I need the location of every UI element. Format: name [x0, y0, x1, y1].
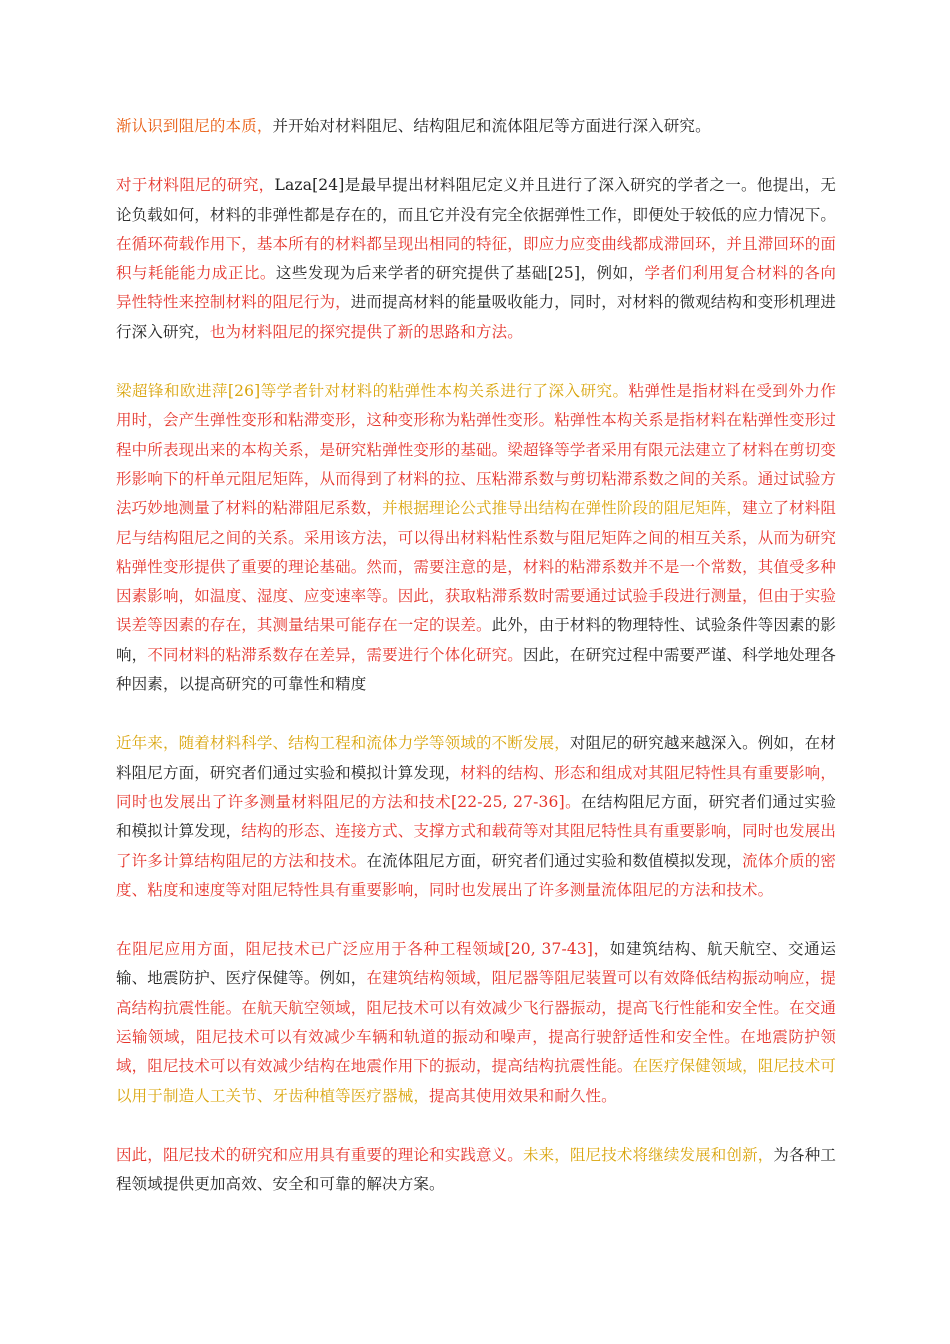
- text-segment: 在阻尼应用方面，阻尼技术已广泛应用于各种工程领域[20, 37-43]，: [116, 940, 610, 959]
- text-segment: 学者们利用复合材料的各向异性特性来控制材料的阻尼行为，: [116, 264, 836, 312]
- text-segment: 在医疗保健领域，阻尼技术可以用于制造人工关节、牙齿种植等医疗器械，: [116, 1057, 837, 1105]
- text-segment: 未来，阻尼技术将继续发展和创新，: [522, 1145, 774, 1164]
- paragraph-3: [116, 377, 836, 699]
- text-segment: 在建筑结构领域，阻尼器等阻尼装置可以有效降低结构振动响应，提高结构抗震性能。在航天航空领域，阻尼技术可以有效减少飞行器振动，提高飞行性能和安全性。在交通运输领域，阻尼技术可以有效减少车辆和轨道的振动和噪声，提高行驶舒适性和安全性。在地震防护领域，阻尼技术可以有效减少结构在地震作用下的振动，提高结构抗震性能。: [116, 969, 836, 1076]
- paragraph-2: [116, 171, 836, 347]
- text-segment: 近年来，随着材料科学、结构工程和流体力学等领域的不断发展，: [116, 734, 570, 753]
- text-segment: 并根据理论公式推导出结构在弹性阶段的阻尼矩阵，: [382, 499, 743, 518]
- paragraph-6: [116, 1141, 836, 1200]
- paragraph-4: [116, 729, 836, 905]
- text-segment: 此外，由于材料的物理特性、试验条件等因素的影响，: [116, 616, 836, 664]
- text-segment: 粘弹性是指材料在受到外力作用时，会产生弹性变形和粘滞变形，这种变形称为粘弹性变形。粘弹性本构关系是指材料在粘弹性变形过程中所表现出来的本构关系，是研究粘弹性变形的基础。梁超锋等学者采用有限元法建立了材料在剪切变形影响下的杆单元阻尼矩阵，从而得到了材料的拉、压粘滞系数与剪切粘滞系数之间的关系。通过试验方法巧妙地测量了材料的粘滞阻尼系数，: [116, 382, 837, 518]
- text-segment: 材料的结构、形态和组成对其阻尼特性具有重要影响，同时也发展出了许多测量材料阻尼的方法和技术[22-25, 27-36]。: [116, 763, 836, 811]
- text-segment: 在循环荷载作用下，基本所有的材料都呈现出相同的特征，即应力应变曲线都成滞回环，并且滞回环的面积与耗能能力成正比。: [116, 234, 836, 283]
- paragraph-5: [116, 935, 836, 1111]
- text-segment: 并开始对材料阻尼、结构阻尼和流体阻尼等方面进行深入研究。: [272, 117, 711, 135]
- text-segment: 结构的形态、连接方式、支撑方式和载荷等对其阻尼特性具有重要影响，同时也发展出了许多计算结构阻尼的方法和技术。: [116, 822, 836, 870]
- text-segment: 在结构阻尼方面，研究者们通过实验和模拟计算发现，: [116, 792, 836, 841]
- text-segment: 不同材料的粘滞系数存在差异，需要进行个体化研究。: [147, 645, 523, 664]
- text-segment: 因此，阻尼技术的研究和应用具有重要的理论和实践意义。: [116, 1145, 523, 1164]
- text-segment: 这些发现为后来学者的研究提供了基础[25]，例如，: [275, 264, 645, 283]
- text-segment: 建立了材料阻尼与结构阻尼之间的关系。采用该方法，可以得出材料粘性系数与阻尼矩阵之间的相互关系，从而为研究粘弹性变形提供了重要的理论基础。然而，需要注意的是，材料的粘滞系数并不是一个常数，其值受多种因素影响，如温度、湿度、应变速率等。因此，获取粘滞系数时需要通过试验手段进行测量，但由于实验误差等因素的存在，其测量结果可能存在一定的误差。: [116, 499, 837, 635]
- text-segment: 对阻尼的研究越来越深入。例如，在材料阻尼方面，研究者们通过实验和模拟计算发现，: [116, 734, 836, 782]
- text-segment: 为各种工程领域提供更加高效、安全和可靠的解决方案。: [116, 1145, 836, 1194]
- text-segment: 因此，在研究过程中需要严谨、科学地处理各种因素，以提高研究的可靠性和精度: [116, 645, 836, 694]
- text-segment: 渐认识到阻尼的本质，: [116, 117, 273, 135]
- text-segment: Laza[24]是最早提出材料阻尼定义并且进行了深入研究的学者之一。他提出，无论负载如何，材料的非弹性都是存在的，而且它并没有完全依据弹性工作，即便处于较低的应力情况下。: [116, 176, 836, 224]
- paragraph-1: [116, 112, 836, 141]
- text-segment: 如建筑结构、航天航空、交通运输、地震防护、医疗保健等。例如，: [116, 940, 836, 988]
- text-segment: 进而提高材料的能量吸收能力，同时，对材料的微观结构和变形机理进行深入研究，: [116, 293, 836, 341]
- text-segment: 在流体阻尼方面，研究者们通过实验和数值模拟发现，: [366, 851, 743, 870]
- text-segment: 梁超锋和欧进萍[26]等学者针对材料的粘弹性本构关系进行了深入研究。: [116, 382, 629, 401]
- document-body: [116, 112, 836, 1230]
- text-segment: 也为材料阻尼的探究提供了新的思路和方法。: [209, 322, 523, 341]
- text-segment: 流体介质的密度、粘度和速度等对阻尼特性具有重要影响，同时也发展出了许多测量流体阻尼的方法和技术。: [116, 851, 837, 899]
- text-segment: 对于材料阻尼的研究，: [116, 176, 275, 195]
- text-segment: 提高其使用效果和耐久性。: [429, 1086, 617, 1105]
